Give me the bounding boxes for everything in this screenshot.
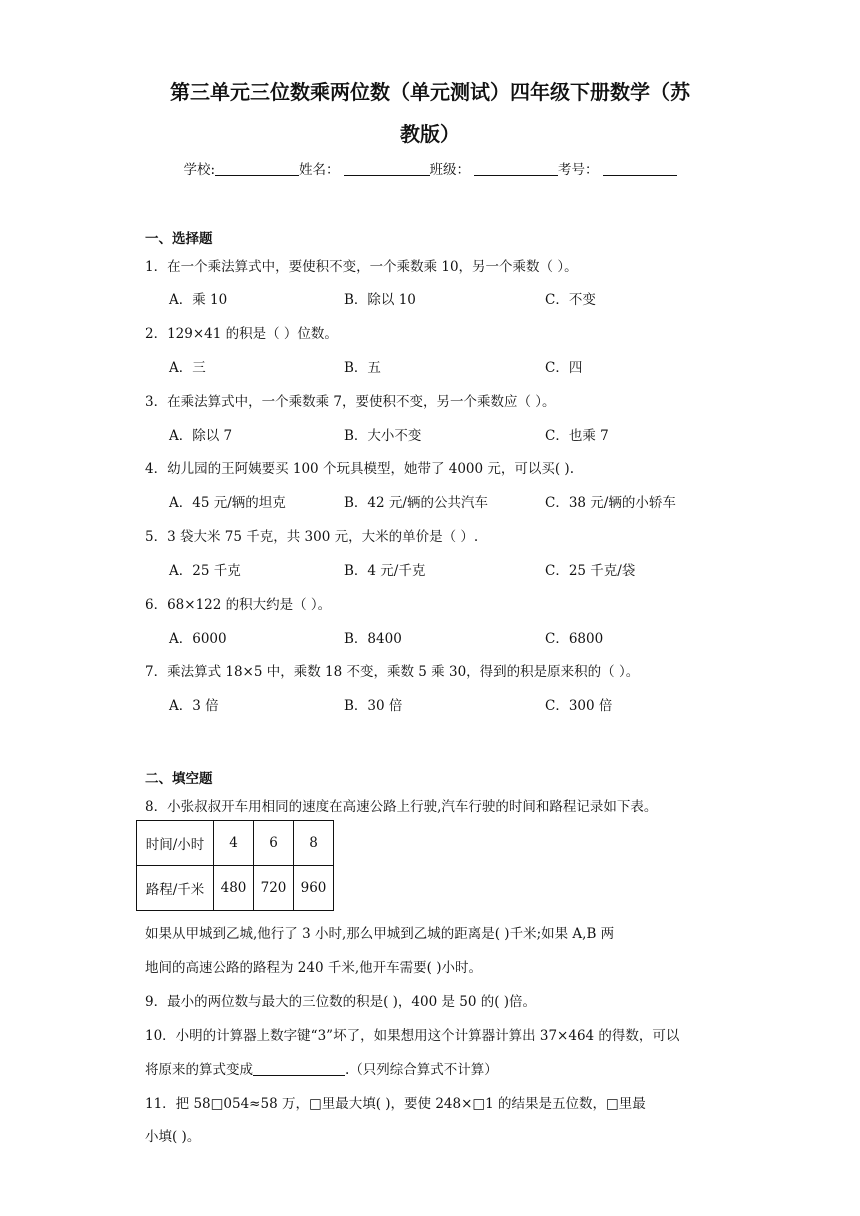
question-stem: 1．在一个乘法算式中，要使积不变，一个乘数乘 10，另一个乘数（ ）。 bbox=[145, 259, 578, 275]
question-text: 小填( )。 bbox=[145, 1129, 201, 1145]
table-cell: 6 bbox=[254, 821, 294, 866]
option-c: C．38 元/辆的小轿车 bbox=[545, 495, 676, 511]
table-cell: 720 bbox=[254, 866, 294, 911]
question-text: 如果从甲城到乙城,他行了 3 小时,那么甲城到乙城的距离是( )千米;如果 A,B 两 bbox=[145, 926, 615, 942]
table-cell: 路程/千米 bbox=[137, 866, 214, 911]
question-stem: 3．在乘法算式中，一个乘数乘 7，要使积不变，另一个乘数应（ ）。 bbox=[145, 394, 556, 410]
student-info-row bbox=[0, 158, 860, 178]
table-row bbox=[137, 821, 334, 866]
option-a: A．除以 7 bbox=[169, 428, 233, 444]
class-blank bbox=[474, 161, 558, 176]
question-text: 10．小明的计算器上数字键“3”坏了，如果想用这个计算器计算出 37×464 的得数，可以 bbox=[145, 1028, 680, 1044]
school-blank bbox=[215, 161, 299, 176]
section-heading-fill: 二、填空题 bbox=[145, 771, 213, 787]
option-b: B．五 bbox=[344, 360, 381, 376]
question-text-part: 将原来的算式变成 bbox=[145, 1062, 253, 1078]
time-distance-table bbox=[136, 820, 334, 911]
question-text: 9．最小的两位数与最大的三位数的积是( )，400 是 50 的( )倍。 bbox=[145, 994, 537, 1010]
exam-no-label: 考号： bbox=[558, 162, 599, 178]
question-text bbox=[145, 1058, 498, 1078]
question-stem: 4．幼儿园的王阿姨要买 100 个玩具模型，她带了 4000 元，可以买( ). bbox=[145, 461, 574, 477]
option-b: B．除以 10 bbox=[344, 292, 416, 308]
table-cell: 960 bbox=[294, 866, 334, 911]
question-stem: 7．乘法算式 18×5 中，乘数 18 不变，乘数 5 乘 30，得到的积是原来积的（ ）。 bbox=[145, 664, 640, 680]
section-heading-choice: 一、选择题 bbox=[145, 231, 213, 247]
class-label: 班级： bbox=[429, 162, 471, 178]
option-c: C．四 bbox=[545, 360, 583, 376]
option-a: A．乘 10 bbox=[169, 292, 228, 308]
option-b: B．4 元/千克 bbox=[344, 563, 426, 579]
table-row bbox=[137, 866, 334, 911]
option-a: A．三 bbox=[169, 360, 206, 376]
table-cell: 4 bbox=[214, 821, 254, 866]
option-b: B．42 元/辆的公共汽车 bbox=[344, 495, 488, 511]
answer-blank bbox=[253, 1062, 345, 1076]
question-stem: 6．68×122 的积大约是（ ）。 bbox=[145, 597, 332, 613]
option-c: C．25 千克/袋 bbox=[545, 563, 636, 579]
option-b: B．30 倍 bbox=[344, 698, 403, 714]
option-c: C．6800 bbox=[545, 631, 604, 647]
table-cell: 时间/小时 bbox=[137, 821, 214, 866]
question-stem: 5．3 袋大米 75 千克，共 300 元，大米的单价是（ ）. bbox=[145, 529, 479, 545]
table-cell: 8 bbox=[294, 821, 334, 866]
question-text: 地间的高速公路的路程为 240 千米,他开车需要( )小时。 bbox=[145, 960, 482, 976]
question-stem: 8．小张叔叔开车用相同的速度在高速公路上行驶,汽车行驶的时间和路程记录如下表。 bbox=[145, 799, 658, 815]
question-text-part: .（只列综合算式不计算） bbox=[345, 1062, 498, 1078]
option-a: A．3 倍 bbox=[169, 698, 219, 714]
option-a: A．6000 bbox=[169, 631, 227, 647]
name-label: 姓名： bbox=[299, 162, 340, 178]
school-label: 学校: bbox=[183, 162, 216, 178]
option-c: C．也乘 7 bbox=[545, 428, 609, 444]
option-a: A．25 千克 bbox=[169, 563, 241, 579]
question-stem: 2．129×41 的积是（ ）位数。 bbox=[145, 326, 338, 342]
exam-no-blank bbox=[603, 161, 677, 176]
page-title-line1: 第三单元三位数乘两位数（单元测试）四年级下册数学（苏 bbox=[170, 80, 690, 104]
option-b: B．大小不变 bbox=[344, 428, 422, 444]
option-c: C．300 倍 bbox=[545, 698, 613, 714]
option-c: C．不变 bbox=[545, 292, 596, 308]
name-blank bbox=[344, 161, 430, 176]
table-cell: 480 bbox=[214, 866, 254, 911]
question-text: 11．把 58□054≈58 万，□里最大填( )，要使 248×□1 的结果是五位数，□里最 bbox=[145, 1096, 646, 1112]
page-title-line2: 教版） bbox=[400, 122, 460, 146]
option-b: B．8400 bbox=[344, 631, 402, 647]
option-a: A．45 元/辆的坦克 bbox=[169, 495, 286, 511]
